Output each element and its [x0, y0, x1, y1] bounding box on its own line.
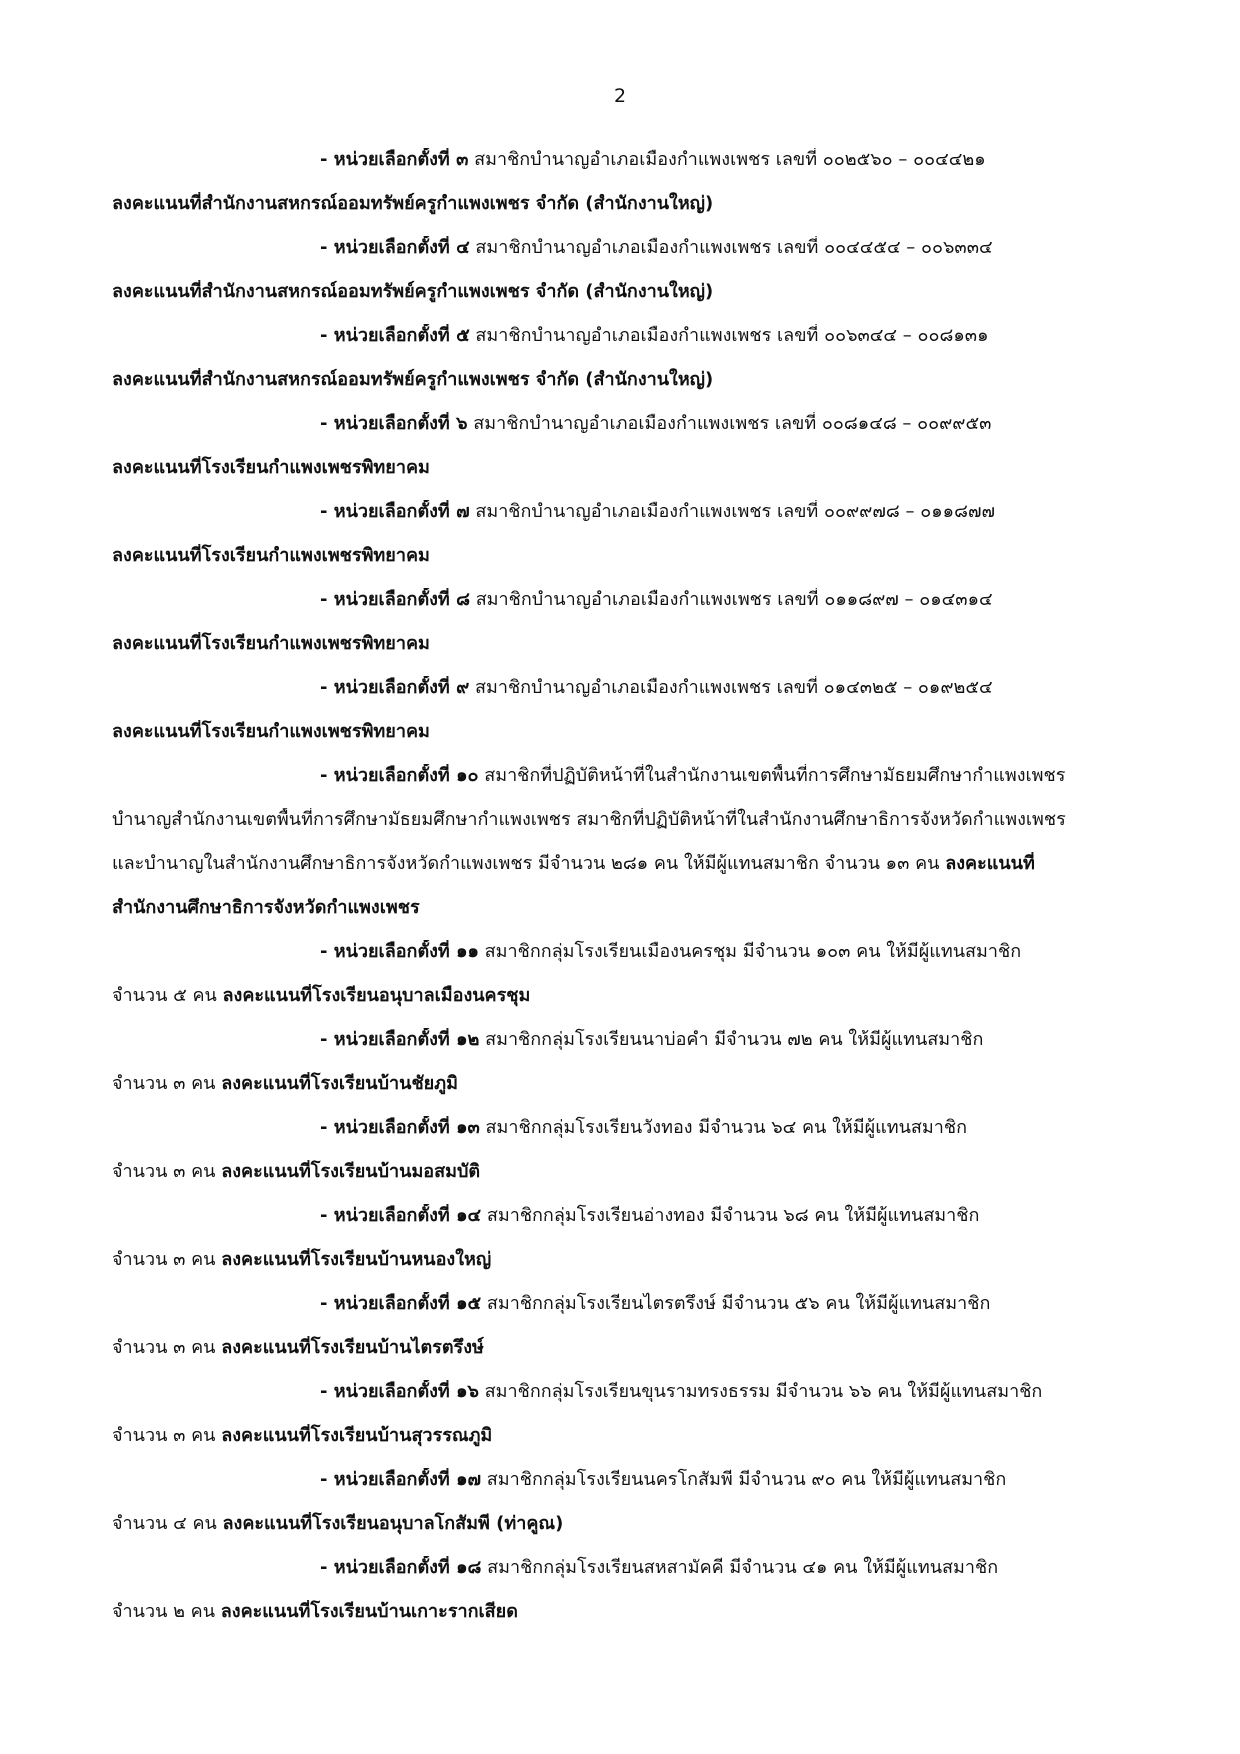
unit-location: ลงคะแนนที่โรงเรียนกำแพงเพชรพิทยาคม	[112, 457, 430, 478]
unit-label: - หน่วยเลือกตั้งที่ ๑๖	[320, 1381, 479, 1402]
unit-description: สมาชิกที่ปฏิบัติหน้าที่ในสำนักงานเขตพื้นที่การศึกษามัธยมศึกษากำแพงเพชร	[484, 765, 1066, 786]
polling-unit-17	[112, 1468, 1197, 1556]
polling-unit-3	[112, 148, 1197, 236]
unit-label: - หน่วยเลือกตั้งที่ ๖	[320, 413, 468, 434]
unit-location: ลงคะแนนที่โรงเรียนบ้านสุวรรณภูมิ	[221, 1425, 493, 1446]
unit-description: สมาชิกกลุ่มโรงเรียนวังทอง มีจำนวน ๖๔ คน ให้มีผู้แทนสมาชิก	[485, 1117, 967, 1138]
unit-label: - หน่วยเลือกตั้งที่ ๙	[320, 677, 470, 698]
polling-unit-18	[112, 1556, 1197, 1644]
unit-location: ลงคะแนนที่โรงเรียนกำแพงเพชรพิทยาคม	[112, 545, 430, 566]
unit-label: - หน่วยเลือกตั้งที่ ๑๘	[320, 1557, 482, 1578]
polling-unit-12	[112, 1028, 1197, 1116]
unit-label: - หน่วยเลือกตั้งที่ ๘	[320, 589, 470, 610]
unit-count: จำนวน ๓ คน	[112, 1249, 216, 1270]
unit-label: - หน่วยเลือกตั้งที่ ๑๓	[320, 1117, 480, 1138]
polling-unit-9	[112, 676, 1197, 764]
polling-unit-13	[112, 1116, 1197, 1204]
unit-location: ลงคะแนนที่สำนักงานสหกรณ์ออมทรัพย์ครูกำแพงเพชร จำกัด (สำนักงานใหญ่)	[112, 193, 714, 214]
unit-label: - หน่วยเลือกตั้งที่ ๕	[320, 325, 470, 346]
unit-label: - หน่วยเลือกตั้งที่ ๑๕	[320, 1293, 482, 1314]
document-body	[112, 148, 1197, 1644]
unit-location: ลงคะแนนที่โรงเรียนกำแพงเพชรพิทยาคม	[112, 633, 430, 654]
unit-description: สมาชิกบำนาญอำเภอเมืองกำแพงเพชร เลขที่ ๐๐๘๑๔๘ – ๐๐๙๙๕๓	[473, 413, 992, 434]
polling-unit-6	[112, 412, 1197, 500]
unit-description: สมาชิกบำนาญอำเภอเมืองกำแพงเพชร เลขที่ ๐๑๑๘๙๗ – ๐๑๔๓๑๔	[475, 589, 993, 610]
polling-unit-7	[112, 500, 1197, 588]
unit-label: - หน่วยเลือกตั้งที่ ๑๗	[320, 1469, 482, 1490]
polling-unit-8	[112, 588, 1197, 676]
unit-description: สมาชิกบำนาญอำเภอเมืองกำแพงเพชร เลขที่ ๐๐๒๕๖๐ – ๐๐๔๔๒๑	[474, 149, 986, 170]
unit-description: สมาชิกบำนาญอำเภอเมืองกำแพงเพชร เลขที่ ๐๑๔๓๒๕ – ๐๑๙๒๕๔	[474, 677, 993, 698]
unit-count: จำนวน ๓ คน	[112, 1161, 216, 1182]
unit-location: ลงคะแนนที่โรงเรียนอนุบาลเมืองนครชุม	[222, 985, 531, 1006]
polling-unit-11	[112, 940, 1197, 1028]
unit-location: ลงคะแนนที่โรงเรียนอนุบาลโกสัมพี (ท่าคูณ)	[222, 1513, 564, 1534]
unit-label: - หน่วยเลือกตั้งที่ ๗	[320, 501, 470, 522]
unit-description: สมาชิกบำนาญอำเภอเมืองกำแพงเพชร เลขที่ ๐๐๖๓๔๔ – ๐๐๘๑๓๑	[475, 325, 989, 346]
unit-description-cont: บำนาญสำนักงานเขตพื้นที่การศึกษามัธยมศึกษากำแพงเพชร สมาชิกที่ปฏิบัติหน้าที่ในสำนักงานศึกษาธิการจังหวัดกำแพงเพชร	[112, 809, 1066, 830]
unit-description: สมาชิกกลุ่มโรงเรียนสหสามัคคี มีจำนวน ๔๑ คน ให้มีผู้แทนสมาชิก	[487, 1557, 999, 1578]
unit-location: ลงคะแนนที่โรงเรียนบ้านเกาะรากเสียด	[220, 1601, 518, 1622]
unit-description: สมาชิกกลุ่มโรงเรียนเมืองนครชุม มีจำนวน ๑๐๓ คน ให้มีผู้แทนสมาชิก	[484, 941, 1022, 962]
unit-location: ลงคะแนนที่โรงเรียนบ้านหนองใหญ่	[221, 1249, 492, 1270]
unit-description: สมาชิกกลุ่มโรงเรียนอ่างทอง มีจำนวน ๖๘ คน ให้มีผู้แทนสมาชิก	[486, 1205, 980, 1226]
unit-count: จำนวน ๔ คน	[112, 1513, 217, 1534]
polling-unit-4	[112, 236, 1197, 324]
unit-description: สมาชิกกลุ่มโรงเรียนนครโกสัมพี มีจำนวน ๙๐ คน ให้มีผู้แทนสมาชิก	[486, 1469, 1007, 1490]
unit-label: - หน่วยเลือกตั้งที่ ๓	[320, 149, 469, 170]
polling-unit-5	[112, 324, 1197, 412]
unit-location-cont: สำนักงานศึกษาธิการจังหวัดกำแพงเพชร	[112, 897, 420, 918]
unit-description-cont: และบำนาญในสำนักงานศึกษาธิการจังหวัดกำแพงเพชร มีจำนวน ๒๘๑ คน ให้มีผู้แทนสมาชิก จำนวน ๑๓ คน	[112, 853, 940, 874]
polling-unit-16	[112, 1380, 1197, 1468]
unit-location: ลงคะแนนที่สำนักงานสหกรณ์ออมทรัพย์ครูกำแพงเพชร จำกัด (สำนักงานใหญ่)	[112, 369, 714, 390]
unit-label: - หน่วยเลือกตั้งที่ ๑๒	[320, 1029, 480, 1050]
unit-description: สมาชิกบำนาญอำเภอเมืองกำแพงเพชร เลขที่ ๐๐๙๙๗๘ – ๐๑๑๘๗๗	[475, 501, 996, 522]
polling-unit-14	[112, 1204, 1197, 1292]
unit-count: จำนวน ๓ คน	[112, 1425, 216, 1446]
unit-location: ลงคะแนนที่โรงเรียนบ้านชัยภูมิ	[221, 1073, 458, 1094]
unit-location: ลงคะแนนที่โรงเรียนบ้านไตรตรึงษ์	[221, 1337, 484, 1358]
unit-description: สมาชิกกลุ่มโรงเรียนนาบ่อคำ มีจำนวน ๗๒ คน ให้มีผู้แทนสมาชิก	[485, 1029, 984, 1050]
unit-location: ลงคะแนนที่โรงเรียนกำแพงเพชรพิทยาคม	[112, 721, 430, 742]
unit-description: สมาชิกกลุ่มโรงเรียนขุนรามทรงธรรม มีจำนวน ๖๖ คน ให้มีผู้แทนสมาชิก	[484, 1381, 1043, 1402]
unit-label: - หน่วยเลือกตั้งที่ ๑๐	[320, 765, 479, 786]
unit-description: สมาชิกกลุ่มโรงเรียนไตรตรึงษ์ มีจำนวน ๕๖ คน ให้มีผู้แทนสมาชิก	[486, 1293, 991, 1314]
unit-count: จำนวน ๓ คน	[112, 1337, 216, 1358]
unit-label: - หน่วยเลือกตั้งที่ ๔	[320, 237, 470, 258]
unit-label: - หน่วยเลือกตั้งที่ ๑๔	[320, 1205, 482, 1226]
polling-unit-10	[112, 764, 1197, 940]
unit-label: - หน่วยเลือกตั้งที่ ๑๑	[320, 941, 479, 962]
unit-location: ลงคะแนนที่โรงเรียนบ้านมอสมบัติ	[221, 1161, 481, 1182]
polling-unit-15	[112, 1292, 1197, 1380]
unit-location: ลงคะแนนที่	[945, 853, 1035, 874]
unit-count: จำนวน ๒ คน	[112, 1601, 216, 1622]
page-number: 2	[613, 85, 627, 107]
unit-count: จำนวน ๓ คน	[112, 1073, 216, 1094]
unit-location: ลงคะแนนที่สำนักงานสหกรณ์ออมทรัพย์ครูกำแพงเพชร จำกัด (สำนักงานใหญ่)	[112, 281, 714, 302]
unit-count: จำนวน ๕ คน	[112, 985, 217, 1006]
unit-description: สมาชิกบำนาญอำเภอเมืองกำแพงเพชร เลขที่ ๐๐๔๔๕๔ – ๐๐๖๓๓๔	[475, 237, 993, 258]
